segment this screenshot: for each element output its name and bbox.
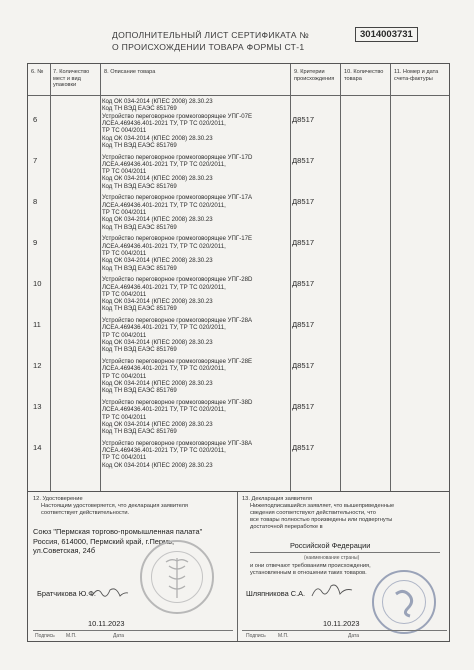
col-header-packages: 7. Количество мест и вид упаковки <box>53 69 90 89</box>
declaration-text: установленным в отношении таких товаров. <box>250 570 367 576</box>
description-text: Код ТН ВЭД ЕАЭС 851769 <box>102 182 177 190</box>
declaration-heading: 13. Декларация заявителя <box>242 496 312 502</box>
certificate-number: 3014003731 <box>355 27 418 42</box>
footer-divider <box>237 492 238 641</box>
col-header-quantity: 10. Количество товара <box>344 69 384 82</box>
origin-criterion: Д8517 <box>292 320 315 329</box>
declaration-text: сведения соответствуют действительности, что <box>250 510 376 516</box>
attestation-signer: Братчикова Ю.Ф. <box>37 589 96 598</box>
attestation-text: соответствует действительности. <box>41 510 130 516</box>
declaration-text: все товары полностью произведены или подвергнуты <box>250 517 393 523</box>
description-text: Код ТН ВЭД ЕАЭС 851769 <box>102 428 177 436</box>
country-caption: (наименование страны) <box>304 555 360 561</box>
row-number: 7 <box>33 156 38 165</box>
description-text: Устройство переговорное громкоговорящее УПГ-17Е <box>102 235 253 243</box>
origin-criterion: Д8517 <box>292 156 315 165</box>
row-number: 6 <box>33 115 38 124</box>
row-number: 8 <box>33 197 38 206</box>
description-text: ТР ТС 004/2011 <box>102 454 147 462</box>
description-text: ТР ТС 004/2011 <box>102 372 147 380</box>
company-seal <box>372 570 436 634</box>
description-text: Устройство переговорное громкоговорящее УПГ-28Е <box>102 358 253 365</box>
description-text: ТР ТС 004/2011 <box>102 413 147 421</box>
description-text: Устройство переговорное громкоговорящее УПГ-17А <box>102 194 253 202</box>
origin-country: Российской Федерации <box>290 541 371 550</box>
description-text: Устройство переговорное громкоговорящее УПГ-07Е <box>102 112 253 120</box>
description-text: Код ОК 034-2014 (КПЕС 2008) 28.30.23 <box>102 420 213 428</box>
signature-line <box>242 630 447 631</box>
date-caption: Дата <box>113 633 125 639</box>
row-number: 14 <box>33 443 42 452</box>
certification-footer <box>27 492 450 642</box>
company-logo-icon <box>374 572 434 632</box>
row-number: 13 <box>33 402 42 411</box>
row-number: 9 <box>33 238 38 247</box>
chamber-seal <box>140 540 214 614</box>
description-text: ТР ТС 004/2011 <box>102 290 147 298</box>
description-text: Код ОК 034-2014 (КПЕС 2008) 28.30.23 <box>102 298 213 306</box>
description-text: ТР ТС 004/2011 <box>102 127 147 135</box>
col-divider <box>340 64 341 491</box>
description-text: Устройство переговорное громкоговорящее УПГ-38D <box>102 398 253 406</box>
declaration-signature <box>309 580 355 600</box>
goods-table <box>27 63 450 492</box>
description-text: Код ОК 034-2014 (КПЕС 2008) 28.30.23 <box>102 216 213 224</box>
declaration-signer: Шляпникова С.А. <box>246 589 306 598</box>
seal-caption: М.П. <box>66 633 77 639</box>
signature-caption: Подпись <box>246 633 266 639</box>
description-text: Код ОК 034-2014 (КПЕС 2008) 28.30.23 <box>102 98 213 105</box>
description-text: ЛСЕА.469436.401-2021 ТУ, ТР ТС 020/2011, <box>102 365 226 373</box>
col-divider <box>50 64 51 491</box>
chamber-street: ул.Советская, 24б <box>33 546 96 556</box>
description-text: Код ТН ВЭД ЕАЭС 851769 <box>102 346 177 354</box>
attestation-heading: 12. Удостоверение <box>33 496 83 502</box>
row-number: 10 <box>33 279 42 288</box>
description-text: ЛСЕА.469436.401-2021 ТУ, ТР ТС 020/2011, <box>102 447 226 455</box>
origin-criterion: Д8517 <box>292 279 315 288</box>
description-text: Код ОК 034-2014 (КПЕС 2008) 28.30.23 <box>102 379 213 387</box>
description-text: Код ОК 034-2014 (КПЕС 2008) 28.30.23 <box>102 339 213 346</box>
description-text: ЛСЕА.469436.401-2021 ТУ, ТР ТС 020/2011, <box>102 201 226 209</box>
caduceus-icon <box>142 542 212 612</box>
col-divider <box>390 64 391 491</box>
sheet-title-line2: О ПРОИСХОЖДЕНИИ ТОВАРА ФОРМЫ СТ-1 <box>112 42 305 52</box>
description-text: Код ТН ВЭД ЕАЭС 851769 <box>102 387 177 395</box>
declaration-text: и они отвечают требованиям происхождения, <box>250 563 371 569</box>
col-header-number: 6. № <box>31 69 44 75</box>
col-header-description: 8. Описание товара <box>104 69 156 75</box>
description-text: Устройство переговорное громкоговорящее УПГ-17D <box>102 153 253 161</box>
description-text: Устройство переговорное громкоговорящее УПГ-38А <box>102 439 253 447</box>
seal-caption: М.П. <box>278 633 289 639</box>
origin-criterion: Д8517 <box>292 402 315 411</box>
description-text: ЛСЕА.469436.401-2021 ТУ, ТР ТС 020/2011, <box>102 160 226 168</box>
chamber-name: Союз "Пермская торгово-промышленная палата" <box>33 527 203 536</box>
country-line <box>250 552 440 553</box>
description-text: ТР ТС 004/2011 <box>102 209 147 216</box>
attestation-text: Настоящим удостоверяется, что декларация заявителя <box>41 503 188 509</box>
description-text: ЛСЕА.469436.401-2021 ТУ, ТР ТС 020/2011, <box>102 119 226 127</box>
description-text: ЛСЕА.469436.401-2021 ТУ, ТР ТС 020/2011, <box>102 242 226 250</box>
origin-criterion: Д8517 <box>292 361 315 370</box>
description-text: Код ОК 034-2014 (КПЕС 2008) 28.30.23 <box>102 175 213 183</box>
signature-caption: Подпись <box>35 633 55 639</box>
description-text: ТР ТС 004/2011 <box>102 331 147 339</box>
declaration-text: Нижеподписавшийся заявляет, что вышеприведенные <box>250 503 395 509</box>
description-text: ТР ТС 004/2011 <box>102 249 147 257</box>
description-text: Код ОК 034-2014 (КПЕС 2008) 28.30.23 <box>102 257 213 265</box>
description-text: Устройство переговорное громкоговорящее УПГ-28D <box>102 276 253 284</box>
col-header-origin-criteria: 9. Критерии происхождения <box>294 69 335 82</box>
row-number: 12 <box>33 361 42 370</box>
sheet-title-line1: ДОПОЛНИТЕЛЬНЫЙ ЛИСТ СЕРТИФИКАТА № <box>112 30 309 40</box>
origin-criterion: Д8517 <box>292 197 315 206</box>
description-text: Код ОК 034-2014 (КПЕС 2008) 28.30.23 <box>102 461 213 469</box>
description-text: ЛСЕА.469436.401-2021 ТУ, ТР ТС 020/2011, <box>102 283 226 291</box>
description-text: ЛСЕА.469436.401-2021 ТУ, ТР ТС 020/2011, <box>102 324 226 332</box>
description-text: Код ТН ВЭД ЕАЭС 851769 <box>102 141 177 149</box>
description-text: Код ТН ВЭД ЕАЭС 851769 <box>102 223 177 231</box>
description-text: Устройство переговорное громкоговорящее УПГ-28А <box>102 317 253 325</box>
declaration-date: 10.11.2023 <box>323 619 360 628</box>
description-text: Код ТН ВЭД ЕАЭС 851769 <box>102 264 177 272</box>
col-divider <box>100 64 101 491</box>
origin-criterion: Д8517 <box>292 115 315 124</box>
description-text: ЛСЕА.469436.401-2021 ТУ, ТР ТС 020/2011, <box>102 406 226 414</box>
declaration-text: достаточной переработке в <box>250 524 323 530</box>
description-text: ТР ТС 004/2011 <box>102 168 147 176</box>
col-header-invoice: 11. Номер и дата счета-фактуры <box>394 69 439 82</box>
chamber-address: Россия, 614000, Пермский край, г.Пермь, <box>33 536 175 546</box>
attestation-date: 10.11.2023 <box>88 619 125 628</box>
origin-criterion: Д8517 <box>292 443 315 452</box>
signature-line <box>33 630 233 631</box>
attestation-signature <box>90 584 130 600</box>
header-divider <box>28 95 449 96</box>
description-text: Код ТН ВЭД ЕАЭС 851769 <box>102 305 177 313</box>
date-caption: Дата <box>348 633 360 639</box>
row-number: 11 <box>33 320 41 329</box>
description-text: Код ТН ВЭД ЕАЭС 851769 <box>102 105 177 113</box>
description-text: Код ОК 034-2014 (КПЕС 2008) 28.30.23 <box>102 134 213 142</box>
origin-criterion: Д8517 <box>292 238 315 247</box>
